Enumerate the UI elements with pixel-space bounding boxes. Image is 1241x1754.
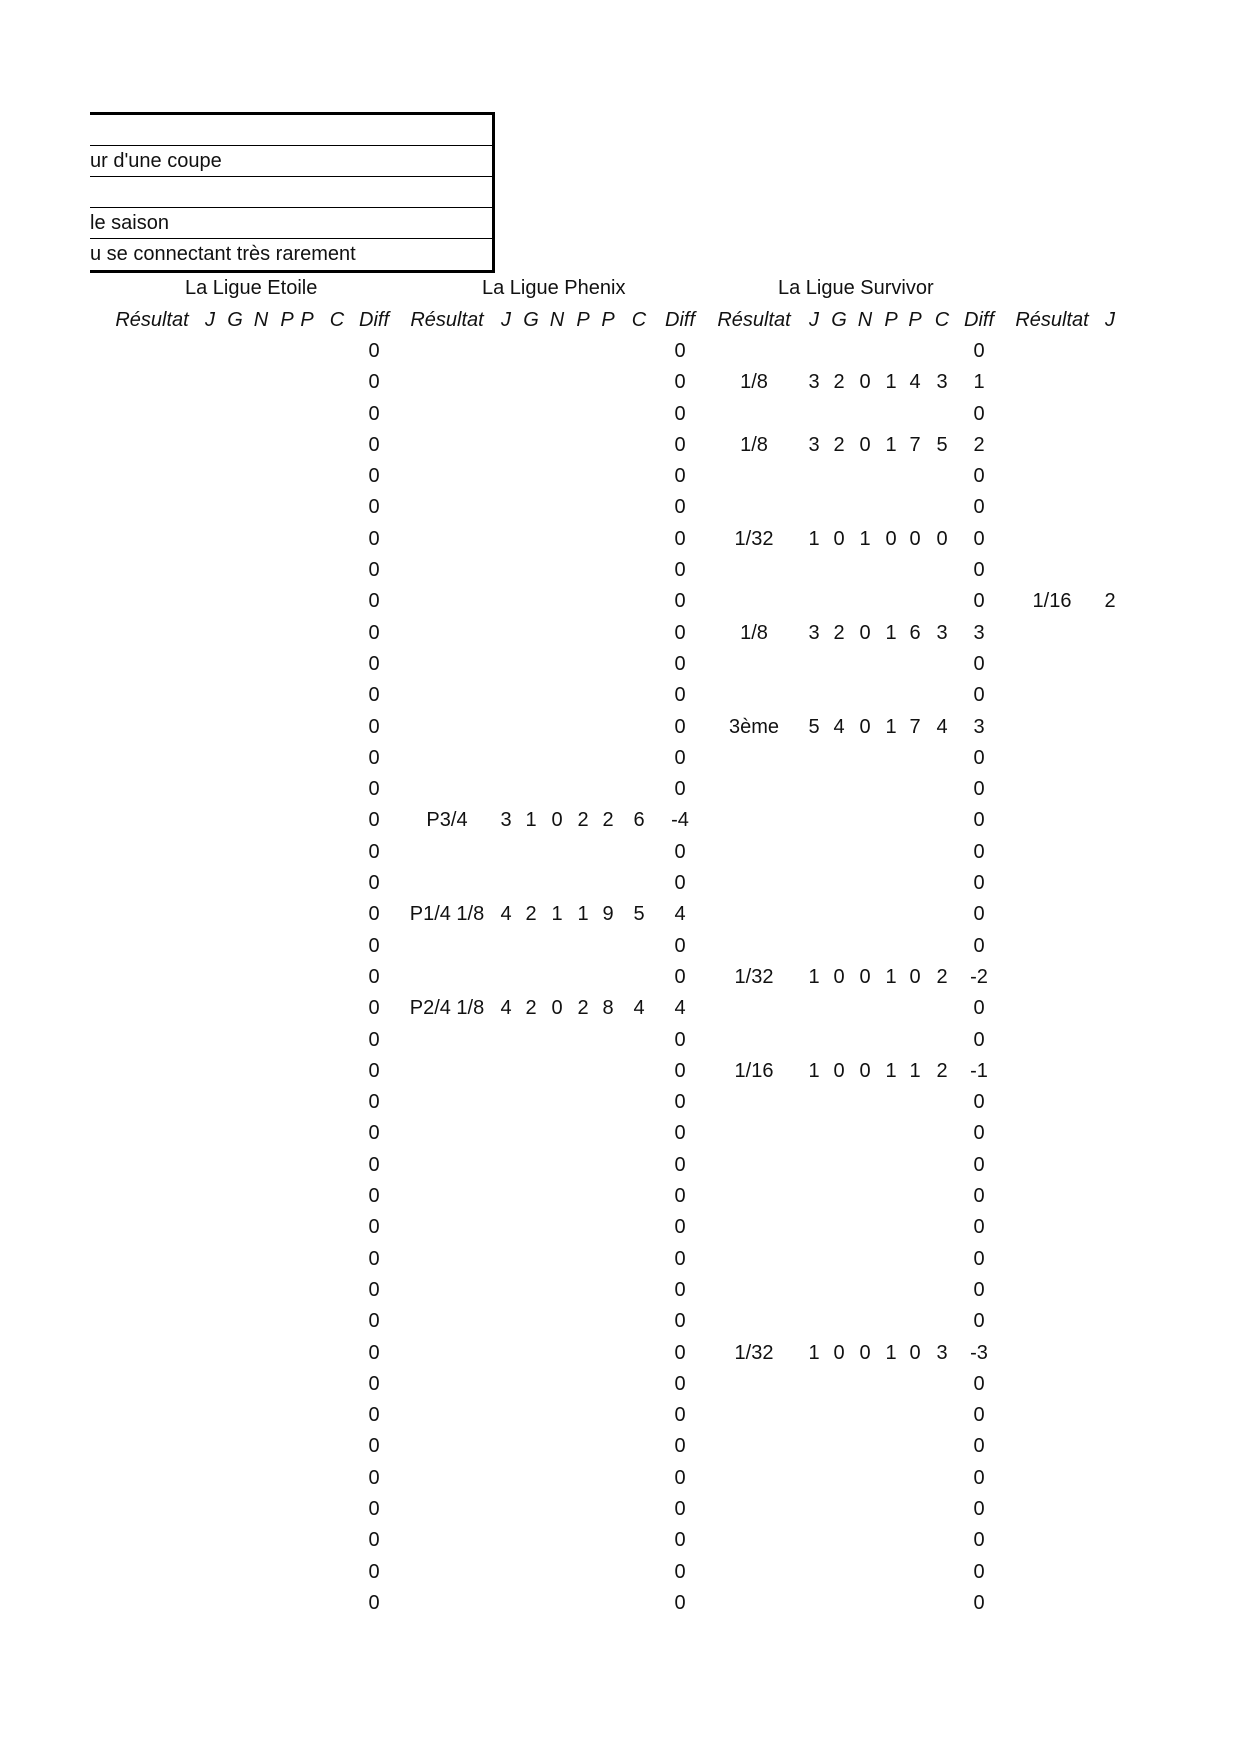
header-survivor-2: G [831, 309, 847, 331]
table-row [0, 586, 1241, 617]
phenix-cell: 4 [500, 997, 512, 1020]
data-rows [0, 336, 1241, 1619]
etoile-diff-cell: 0 [368, 1028, 380, 1051]
survivor-cell: 0 [973, 652, 985, 675]
survivor-cell: 1 [885, 371, 897, 394]
survivor-cell: -3 [970, 1341, 988, 1364]
table-row [0, 555, 1241, 586]
survivor-cell: 0 [973, 778, 985, 801]
etoile-diff-cell: 0 [368, 1247, 380, 1270]
legend-box [90, 112, 495, 273]
survivor-cell: 0 [973, 527, 985, 550]
etoile-diff-cell: 0 [368, 746, 380, 769]
table-row [0, 1463, 1241, 1494]
table-row [0, 680, 1241, 711]
survivor-cell: 2 [973, 433, 985, 456]
phenix-cell: 0 [674, 1341, 686, 1364]
etoile-diff-cell: 0 [368, 1591, 380, 1614]
survivor-cell: 4 [909, 371, 921, 394]
phenix-cell: 0 [674, 684, 686, 707]
phenix-cell: 0 [674, 1466, 686, 1489]
phenix-cell: 0 [674, 840, 686, 863]
survivor-cell: 1 [885, 965, 897, 988]
table-row [0, 1494, 1241, 1525]
survivor-cell: 0 [973, 1466, 985, 1489]
phenix-cell: 0 [674, 621, 686, 644]
survivor-cell: 7 [909, 433, 921, 456]
survivor-cell: 1 [885, 1059, 897, 1082]
phenix-cell: 5 [633, 903, 645, 926]
survivor-cell: 0 [973, 590, 985, 613]
etoile-diff-cell: 0 [368, 965, 380, 988]
etoile-diff-cell: 0 [368, 778, 380, 801]
survivor-cell: 0 [973, 746, 985, 769]
phenix-cell: P1/4 1/8 [409, 903, 485, 926]
header-survivor-1: J [809, 309, 819, 331]
phenix-cell: 0 [674, 872, 686, 895]
survivor-cell: 2 [936, 1059, 948, 1082]
survivor-cell: 0 [973, 1560, 985, 1583]
table-row [0, 430, 1241, 461]
etoile-diff-cell: 0 [368, 496, 380, 519]
table-row [0, 492, 1241, 523]
etoile-diff-cell: 0 [368, 402, 380, 425]
phenix-cell: 4 [674, 997, 686, 1020]
survivor-cell: 0 [973, 465, 985, 488]
survivor-cell: 0 [909, 527, 921, 550]
phenix-cell: 0 [674, 1310, 686, 1333]
phenix-cell: 0 [674, 590, 686, 613]
header-phenix-4: P [576, 309, 590, 331]
phenix-cell: P3/4 [426, 809, 468, 832]
survivor-cell: 5 [808, 715, 820, 738]
etoile-diff-cell: 0 [368, 371, 380, 394]
table-row [0, 899, 1241, 930]
survivor-cell: 1 [808, 1341, 820, 1364]
phenix-cell: 0 [674, 965, 686, 988]
table-row [0, 618, 1241, 649]
header-etoile-7: Diff [359, 309, 389, 331]
header-phenix-7: Diff [665, 309, 695, 331]
phenix-cell: 0 [674, 1529, 686, 1552]
phenix-cell: 6 [633, 809, 645, 832]
survivor-cell: 0 [833, 1341, 845, 1364]
survivor-cell: 0 [973, 1310, 985, 1333]
phenix-cell: 0 [674, 433, 686, 456]
phenix-cell: 0 [674, 559, 686, 582]
legend-row: le saison [90, 208, 492, 239]
table-row [0, 1275, 1241, 1306]
survivor-cell: 3 [973, 715, 985, 738]
survivor-cell: 2 [833, 621, 845, 644]
league-title-phenix: La Ligue Phenix [482, 277, 626, 299]
survivor-cell: 0 [973, 559, 985, 582]
survivor-cell: 0 [859, 621, 871, 644]
phenix-cell: 2 [577, 809, 589, 832]
survivor-cell: -2 [970, 965, 988, 988]
survivor-cell: 1 [885, 621, 897, 644]
survivor-cell: 0 [973, 1185, 985, 1208]
survivor-cell: 1 [885, 433, 897, 456]
survivor-cell: 0 [973, 840, 985, 863]
etoile-diff-cell: 0 [368, 997, 380, 1020]
survivor-cell: 3 [973, 621, 985, 644]
survivor-cell: 0 [859, 715, 871, 738]
survivor-cell: 1 [885, 1341, 897, 1364]
table-row [0, 1150, 1241, 1181]
survivor-cell: 3 [936, 371, 948, 394]
phenix-cell: 0 [674, 1091, 686, 1114]
etoile-diff-cell: 0 [368, 1466, 380, 1489]
survivor-cell: 7 [909, 715, 921, 738]
etoile-diff-cell: 0 [368, 1560, 380, 1583]
table-row [0, 461, 1241, 492]
phenix-cell: 0 [674, 527, 686, 550]
survivor-cell: 3 [936, 621, 948, 644]
header-phenix-6: C [631, 309, 647, 331]
league-title-etoile: La Ligue Etoile [185, 277, 318, 299]
survivor-cell: 0 [973, 903, 985, 926]
header-etoile-5: P [300, 309, 314, 331]
header-fourth-1: J [1105, 309, 1115, 331]
header-phenix-1: J [501, 309, 511, 331]
phenix-cell: 0 [674, 1153, 686, 1176]
survivor-cell: 0 [859, 433, 871, 456]
survivor-cell: 3 [936, 1341, 948, 1364]
survivor-cell: 1 [973, 371, 985, 394]
fourth-league-cell: 2 [1104, 590, 1116, 613]
survivor-cell: 0 [859, 371, 871, 394]
league-title-survivor: La Ligue Survivor [778, 277, 934, 299]
survivor-cell: 0 [973, 872, 985, 895]
survivor-cell: 2 [936, 965, 948, 988]
survivor-cell: 0 [973, 1278, 985, 1301]
table-row [0, 993, 1241, 1024]
header-phenix-0: Résultat [410, 309, 484, 331]
table-row [0, 931, 1241, 962]
phenix-cell: 0 [674, 1247, 686, 1270]
table-row [0, 1306, 1241, 1337]
table-row [0, 1588, 1241, 1619]
phenix-cell: P2/4 1/8 [409, 997, 485, 1020]
survivor-cell: 0 [973, 1404, 985, 1427]
phenix-cell: 0 [674, 1122, 686, 1145]
survivor-cell: 0 [973, 809, 985, 832]
survivor-cell: 0 [973, 684, 985, 707]
phenix-cell: 0 [674, 1560, 686, 1583]
table-row [0, 712, 1241, 743]
phenix-cell: 0 [551, 997, 563, 1020]
survivor-cell: 1 [885, 715, 897, 738]
table-row [0, 962, 1241, 993]
etoile-diff-cell: 0 [368, 652, 380, 675]
etoile-diff-cell: 0 [368, 840, 380, 863]
survivor-cell: 0 [909, 965, 921, 988]
etoile-diff-cell: 0 [368, 1091, 380, 1114]
header-etoile-2: G [227, 309, 243, 331]
survivor-cell: 0 [936, 527, 948, 550]
survivor-cell: 0 [973, 934, 985, 957]
etoile-diff-cell: 0 [368, 1278, 380, 1301]
phenix-cell: 0 [674, 1278, 686, 1301]
survivor-cell: 0 [859, 1341, 871, 1364]
header-etoile-1: J [205, 309, 215, 331]
phenix-cell: 0 [674, 1185, 686, 1208]
etoile-diff-cell: 0 [368, 340, 380, 362]
survivor-cell: 0 [973, 1028, 985, 1051]
survivor-cell: 1/32 [734, 1341, 774, 1364]
legend-row [90, 115, 492, 146]
etoile-diff-cell: 0 [368, 559, 380, 582]
fourth-league-cell: 1/16 [1032, 590, 1072, 613]
phenix-cell: 0 [674, 715, 686, 738]
phenix-cell: 0 [674, 1435, 686, 1458]
survivor-cell: 5 [936, 433, 948, 456]
table-row [0, 367, 1241, 398]
survivor-cell: 0 [973, 1247, 985, 1270]
survivor-cell: 0 [973, 1435, 985, 1458]
survivor-cell: 2 [833, 371, 845, 394]
survivor-cell: 0 [859, 965, 871, 988]
survivor-cell: 0 [973, 402, 985, 425]
phenix-cell: 0 [674, 1059, 686, 1082]
etoile-diff-cell: 0 [368, 1435, 380, 1458]
header-etoile-6: C [329, 309, 345, 331]
phenix-cell: 0 [674, 1404, 686, 1427]
table-row [0, 868, 1241, 899]
header-phenix-2: G [523, 309, 539, 331]
header-fourth-0: Résultat [1015, 309, 1089, 331]
survivor-cell: 0 [973, 1497, 985, 1520]
header-etoile-3: N [253, 309, 269, 331]
table-row [0, 1525, 1241, 1556]
etoile-diff-cell: 0 [368, 684, 380, 707]
phenix-cell: 0 [674, 1591, 686, 1614]
table-row [0, 837, 1241, 868]
column-header-row [0, 304, 1241, 336]
header-survivor-7: Diff [964, 309, 994, 331]
survivor-cell: 3 [808, 621, 820, 644]
phenix-cell: 0 [674, 1372, 686, 1395]
phenix-cell: 0 [674, 340, 686, 362]
survivor-cell: 0 [973, 496, 985, 519]
survivor-cell: 1 [808, 965, 820, 988]
survivor-cell: 1 [808, 1059, 820, 1082]
etoile-diff-cell: 0 [368, 1185, 380, 1208]
phenix-cell: 1 [577, 903, 589, 926]
survivor-cell: 0 [973, 1122, 985, 1145]
header-etoile-4: P [280, 309, 294, 331]
phenix-cell: 2 [525, 997, 537, 1020]
header-survivor-4: P [884, 309, 898, 331]
survivor-cell: 0 [973, 1372, 985, 1395]
phenix-cell: 0 [674, 778, 686, 801]
table-row [0, 1400, 1241, 1431]
etoile-diff-cell: 0 [368, 465, 380, 488]
etoile-diff-cell: 0 [368, 1122, 380, 1145]
phenix-cell: 0 [674, 934, 686, 957]
etoile-diff-cell: 0 [368, 903, 380, 926]
survivor-cell: 0 [859, 1059, 871, 1082]
phenix-cell: 4 [674, 903, 686, 926]
survivor-cell: 3 [808, 371, 820, 394]
table-row [0, 1025, 1241, 1056]
survivor-cell: 3ème [728, 715, 780, 738]
survivor-cell: 0 [973, 340, 985, 362]
table-row [0, 805, 1241, 836]
survivor-cell: 1/32 [734, 965, 774, 988]
phenix-cell: 4 [633, 997, 645, 1020]
survivor-cell: 6 [909, 621, 921, 644]
table-row [0, 743, 1241, 774]
etoile-diff-cell: 0 [368, 1372, 380, 1395]
table-row [0, 1557, 1241, 1588]
header-survivor-5: P [908, 309, 922, 331]
etoile-diff-cell: 0 [368, 590, 380, 613]
survivor-cell: 0 [973, 1153, 985, 1176]
phenix-cell: 0 [674, 1028, 686, 1051]
phenix-cell: 0 [674, 1497, 686, 1520]
survivor-cell: 1/8 [740, 621, 768, 644]
survivor-cell: 0 [833, 965, 845, 988]
table-row [0, 1212, 1241, 1243]
phenix-cell: 3 [500, 809, 512, 832]
etoile-diff-cell: 0 [368, 1153, 380, 1176]
survivor-cell: 0 [973, 1591, 985, 1614]
survivor-cell: -1 [970, 1059, 988, 1082]
phenix-cell: 2 [525, 903, 537, 926]
league-titles [0, 272, 1241, 304]
header-phenix-3: N [549, 309, 565, 331]
phenix-cell: 2 [577, 997, 589, 1020]
survivor-cell: 0 [885, 527, 897, 550]
legend-row [90, 177, 492, 208]
table-row [0, 1056, 1241, 1087]
phenix-cell: 0 [674, 746, 686, 769]
etoile-diff-cell: 0 [368, 715, 380, 738]
etoile-diff-cell: 0 [368, 1404, 380, 1427]
survivor-cell: 1 [808, 527, 820, 550]
phenix-cell: 0 [674, 496, 686, 519]
table-row [0, 1087, 1241, 1118]
etoile-diff-cell: 0 [368, 809, 380, 832]
table-row [0, 1338, 1241, 1369]
etoile-diff-cell: 0 [368, 1216, 380, 1239]
table-row [0, 1181, 1241, 1212]
etoile-diff-cell: 0 [368, 527, 380, 550]
survivor-cell: 4 [833, 715, 845, 738]
survivor-cell: 1/16 [734, 1059, 774, 1082]
table-row [0, 774, 1241, 805]
table-row [0, 1431, 1241, 1462]
phenix-cell: 0 [674, 371, 686, 394]
phenix-cell: 0 [674, 465, 686, 488]
table-row [0, 336, 1241, 367]
etoile-diff-cell: 0 [368, 433, 380, 456]
survivor-cell: 2 [833, 433, 845, 456]
table-row [0, 649, 1241, 680]
phenix-cell: 0 [551, 809, 563, 832]
phenix-cell: 0 [674, 652, 686, 675]
etoile-diff-cell: 0 [368, 934, 380, 957]
etoile-diff-cell: 0 [368, 1059, 380, 1082]
header-survivor-3: N [857, 309, 873, 331]
phenix-cell: 0 [674, 1216, 686, 1239]
etoile-diff-cell: 0 [368, 1341, 380, 1364]
legend-row: u se connectant très rarement [90, 243, 356, 265]
header-phenix-5: P [601, 309, 615, 331]
phenix-cell: 4 [500, 903, 512, 926]
header-survivor-0: Résultat [717, 309, 791, 331]
phenix-cell: 1 [551, 903, 563, 926]
phenix-cell: 9 [602, 903, 614, 926]
table-row [0, 399, 1241, 430]
survivor-cell: 1/8 [740, 433, 768, 456]
header-etoile-0: Résultat [115, 309, 189, 331]
survivor-cell: 0 [833, 527, 845, 550]
phenix-cell: 0 [674, 402, 686, 425]
survivor-cell: 1 [909, 1059, 921, 1082]
etoile-diff-cell: 0 [368, 1529, 380, 1552]
etoile-diff-cell: 0 [368, 1310, 380, 1333]
survivor-cell: 0 [973, 1216, 985, 1239]
etoile-diff-cell: 0 [368, 621, 380, 644]
header-survivor-6: C [934, 309, 950, 331]
table-row [0, 1369, 1241, 1400]
survivor-cell: 3 [808, 433, 820, 456]
table-row [0, 1118, 1241, 1149]
survivor-cell: 4 [936, 715, 948, 738]
phenix-cell: 2 [602, 809, 614, 832]
survivor-cell: 0 [973, 997, 985, 1020]
survivor-cell: 1/8 [740, 371, 768, 394]
phenix-cell: 1 [525, 809, 537, 832]
survivor-cell: 0 [909, 1341, 921, 1364]
survivor-cell: 0 [973, 1091, 985, 1114]
legend-row: ur d'une coupe [90, 146, 492, 177]
phenix-cell: -4 [671, 809, 689, 832]
table-row [0, 1244, 1241, 1275]
phenix-cell: 8 [602, 997, 614, 1020]
survivor-cell: 1/32 [734, 527, 774, 550]
survivor-cell: 0 [973, 1529, 985, 1552]
etoile-diff-cell: 0 [368, 1497, 380, 1520]
survivor-cell: 1 [859, 527, 871, 550]
survivor-cell: 0 [833, 1059, 845, 1082]
table-row [0, 524, 1241, 555]
etoile-diff-cell: 0 [368, 872, 380, 895]
